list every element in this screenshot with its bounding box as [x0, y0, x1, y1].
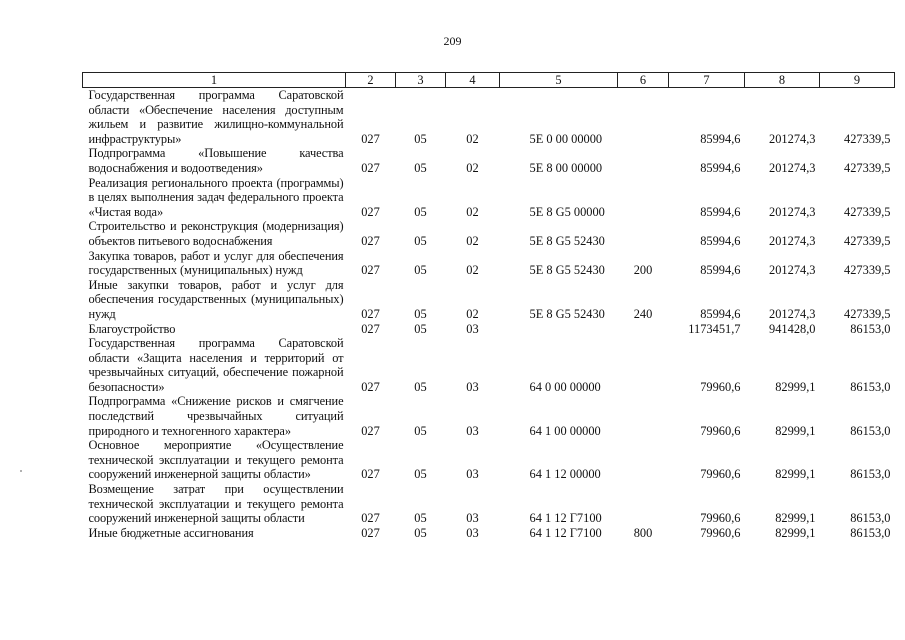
row-name: Государственная программа Саратовской области «Обеспечение населения доступным жильем и развитие жилищно-коммунальной инфраструктуры» — [88, 88, 344, 146]
table-row — [83, 278, 895, 322]
target-article-code: 64 1 12 Г7100 — [529, 525, 602, 540]
subsection-code: 02 — [466, 233, 479, 248]
section-code: 05 — [414, 160, 427, 175]
target-article-code: 64 0 00 00000 — [529, 379, 601, 394]
amount-year-3: 427339,5 — [844, 204, 891, 219]
amount-year-3: 86153,0 — [850, 423, 891, 438]
target-article-code: 64 1 12 00000 — [529, 467, 601, 482]
amount-year-3: 86153,0 — [850, 511, 891, 526]
table-row — [83, 176, 895, 220]
row-name: Государственная программа Саратовской области «Защита населения и территорий от чрезвычайных ситуаций, обеспечение пожарной безопасности» — [88, 336, 344, 394]
expense-type-code: 800 — [633, 525, 653, 540]
section-code: 05 — [414, 511, 427, 526]
section-code: 05 — [414, 204, 427, 219]
ministry-code: 027 — [361, 379, 380, 394]
row-name: Подпрограмма «Снижение рисков и смягчение последствий чрезвычайных ситуаций природного и техногенного характера» — [88, 394, 344, 438]
target-article-code: 5Е 8 G5 52430 — [529, 306, 605, 321]
ministry-code: 027 — [361, 525, 380, 540]
table-row — [83, 482, 895, 526]
section-code: 05 — [414, 321, 427, 336]
section-code: 05 — [414, 379, 427, 394]
row-name: Благоустройство — [88, 321, 176, 336]
row-name: Возмещение затрат при осуществлении технической эксплуатации и текущего ремонта сооружений инженерной защиты области — [88, 482, 344, 526]
amount-year-2: 82999,1 — [775, 511, 816, 526]
expense-type-code — [618, 322, 669, 337]
target-article-code: 5Е 8 G5 00000 — [529, 204, 605, 219]
column-header-8: 8 — [745, 73, 820, 88]
section-code: 05 — [414, 525, 427, 540]
amount-year-1: 85994,6 — [700, 204, 741, 219]
amount-year-2: 82999,1 — [775, 467, 816, 482]
target-article-code: 5Е 0 00 00000 — [529, 131, 603, 146]
amount-year-2: 941428,0 — [769, 321, 816, 336]
scan-dot — [20, 470, 22, 472]
ministry-code: 027 — [361, 306, 380, 321]
table-row — [83, 526, 895, 541]
expense-type-code — [618, 88, 669, 147]
amount-year-1: 85994,6 — [700, 233, 741, 248]
row-name: Закупка товаров, работ и услуг для обеспечения государственных (муниципальных) нужд — [88, 248, 344, 278]
column-header-3: 3 — [396, 73, 446, 88]
subsection-code: 02 — [466, 263, 479, 278]
column-header-1: 1 — [83, 73, 346, 88]
expense-type-code — [618, 438, 669, 482]
subsection-code: 02 — [466, 204, 479, 219]
section-code: 05 — [414, 263, 427, 278]
table-row — [83, 146, 895, 175]
subsection-code: 03 — [466, 379, 479, 394]
amount-year-2: 201274,3 — [769, 233, 816, 248]
page-number: 209 — [443, 34, 462, 48]
amount-year-1: 79960,6 — [700, 379, 741, 394]
amount-year-1: 79960,6 — [700, 525, 741, 540]
expense-type-code — [618, 336, 669, 394]
amount-year-3: 427339,5 — [844, 306, 891, 321]
expense-type-code — [618, 219, 669, 248]
subsection-code: 02 — [466, 306, 479, 321]
amount-year-1: 85994,6 — [700, 306, 741, 321]
amount-year-2: 201274,3 — [769, 131, 816, 146]
expense-type-code — [618, 482, 669, 526]
amount-year-3: 427339,5 — [844, 160, 891, 175]
amount-year-1: 79960,6 — [700, 423, 741, 438]
table-body — [83, 88, 895, 541]
subsection-code: 03 — [466, 511, 479, 526]
column-header-7: 7 — [669, 73, 745, 88]
section-code: 05 — [414, 467, 427, 482]
target-article-code: 5Е 8 00 00000 — [529, 160, 603, 175]
table-row — [83, 394, 895, 438]
amount-year-2: 201274,3 — [769, 160, 816, 175]
target-article-code: 64 1 00 00000 — [529, 423, 601, 438]
budget-table — [82, 72, 895, 540]
amount-year-3: 86153,0 — [850, 467, 891, 482]
section-code: 05 — [414, 131, 427, 146]
expense-type-code — [618, 394, 669, 438]
amount-year-1: 79960,6 — [700, 511, 741, 526]
row-name: Иные бюджетные ассигнования — [88, 525, 254, 540]
expense-type-code: 200 — [633, 263, 653, 278]
target-article-code — [500, 322, 618, 337]
column-header-5: 5 — [500, 73, 618, 88]
amount-year-2: 201274,3 — [769, 204, 816, 219]
subsection-code: 02 — [466, 131, 479, 146]
expense-type-code — [618, 146, 669, 175]
expense-type-code — [618, 176, 669, 220]
amount-year-3: 427339,5 — [844, 233, 891, 248]
ministry-code: 027 — [361, 321, 380, 336]
header-row — [83, 73, 895, 88]
table-row — [83, 438, 895, 482]
section-code: 05 — [414, 306, 427, 321]
ministry-code: 027 — [361, 423, 380, 438]
subsection-code: 02 — [466, 160, 479, 175]
amount-year-1: 79960,6 — [700, 467, 741, 482]
table-row — [83, 336, 895, 394]
row-name: Основное мероприятие «Осуществление технической эксплуатации и текущего ремонта сооружений инженерной защиты области» — [88, 438, 344, 482]
row-name: Иные закупки товаров, работ и услуг для обеспечения государственных (муниципальных) нужд — [88, 277, 344, 321]
table-row — [83, 88, 895, 147]
table-row — [83, 249, 895, 278]
amount-year-3: 86153,0 — [850, 525, 891, 540]
amount-year-1: 85994,6 — [700, 263, 741, 278]
target-article-code: 64 1 12 Г7100 — [529, 511, 602, 526]
amount-year-2: 82999,1 — [775, 423, 816, 438]
expense-type-code: 240 — [633, 306, 653, 321]
column-header-2: 2 — [346, 73, 396, 88]
section-code: 05 — [414, 423, 427, 438]
ministry-code: 027 — [361, 511, 380, 526]
column-header-4: 4 — [446, 73, 500, 88]
table-row — [83, 322, 895, 337]
amount-year-3: 427339,5 — [844, 131, 891, 146]
ministry-code: 027 — [361, 160, 380, 175]
ministry-code: 027 — [361, 263, 380, 278]
ministry-code: 027 — [361, 467, 380, 482]
section-code: 05 — [414, 233, 427, 248]
ministry-code: 027 — [361, 131, 380, 146]
amount-year-2: 82999,1 — [775, 525, 816, 540]
amount-year-2: 201274,3 — [769, 263, 816, 278]
row-name: Строительство и реконструкция (модернизация) объектов питьевого водоснабжения — [88, 219, 344, 248]
ministry-code: 027 — [361, 204, 380, 219]
column-header-6: 6 — [618, 73, 669, 88]
amount-year-2: 82999,1 — [775, 379, 816, 394]
amount-year-3: 86153,0 — [850, 321, 891, 336]
row-name: Реализация регионального проекта (программы) в целях выполнения задач федерального проекта «Чистая вода» — [88, 175, 344, 219]
target-article-code: 5Е 8 G5 52430 — [529, 233, 605, 248]
subsection-code: 03 — [466, 321, 479, 336]
target-article-code: 5Е 8 G5 52430 — [529, 263, 605, 278]
amount-year-1: 85994,6 — [700, 160, 741, 175]
table-row — [83, 219, 895, 248]
amount-year-3: 427339,5 — [844, 263, 891, 278]
subsection-code: 03 — [466, 525, 479, 540]
column-header-9: 9 — [820, 73, 895, 88]
ministry-code: 027 — [361, 233, 380, 248]
table-header — [83, 73, 895, 88]
subsection-code: 03 — [466, 423, 479, 438]
amount-year-2: 201274,3 — [769, 306, 816, 321]
amount-year-1: 85994,6 — [700, 131, 741, 146]
amount-year-1: 1173451,7 — [688, 321, 741, 336]
subsection-code: 03 — [466, 467, 479, 482]
amount-year-3: 86153,0 — [850, 379, 891, 394]
row-name: Подпрограмма «Повышение качества водоснабжения и водоотведения» — [88, 146, 344, 175]
